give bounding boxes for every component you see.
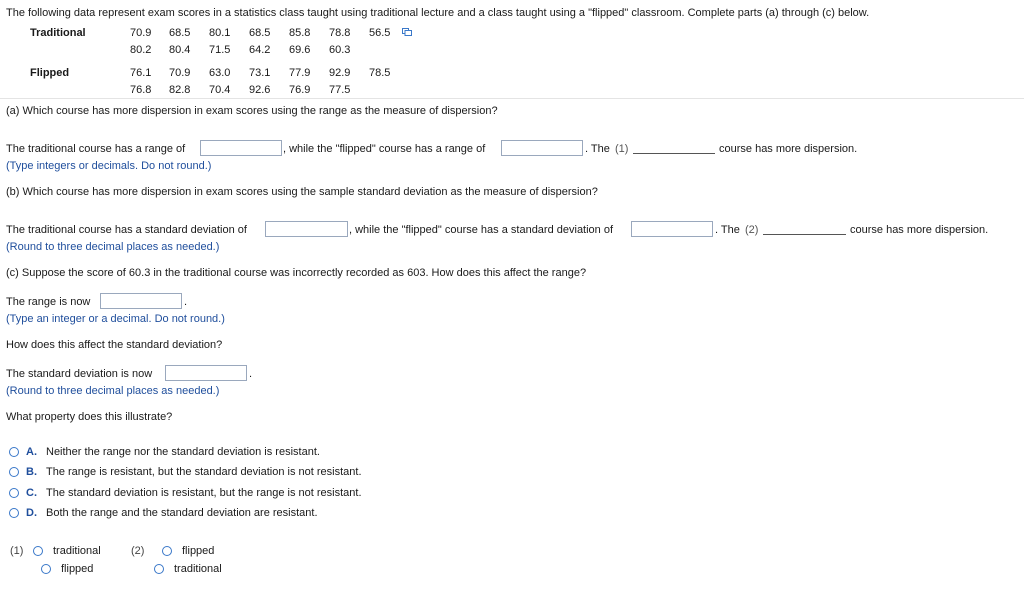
- part-a-question: (a) Which course has more dispersion in exam scores using the range as the measure of dispersion?: [6, 105, 498, 117]
- table-cell: 78.8: [329, 26, 351, 39]
- table-cell: 78.5: [369, 66, 391, 79]
- new-range-input[interactable]: [100, 293, 182, 309]
- table-cell: 77.5: [329, 83, 351, 96]
- property-question: What property does this illustrate?: [6, 411, 173, 423]
- d1-traditional-text[interactable]: traditional: [53, 545, 101, 557]
- dropdown-1-number: (1): [615, 143, 629, 155]
- problem-intro: The following data represent exam scores in a statistics class taught using traditional lecture and a class taught using a "flipped" classroom. Complete parts (a) through (c) below.: [6, 7, 870, 19]
- part-b-text-1: The traditional course has a standard deviation of: [6, 224, 247, 236]
- part-b-text-2: , while the "flipped" course has a standard deviation of: [349, 224, 614, 236]
- table-row: [30, 41, 403, 58]
- table-cell: 71.5: [209, 43, 231, 56]
- option-b-letter: B.: [26, 466, 37, 478]
- table-row: [30, 24, 403, 41]
- part-b-hint: (Round to three decimal places as needed.): [6, 241, 220, 253]
- d2-traditional-radio[interactable]: [154, 564, 164, 574]
- table-cell: 85.8: [289, 26, 311, 39]
- part-a-text-3: . The: [585, 143, 610, 155]
- table-cell: 68.5: [169, 26, 191, 39]
- table-cell: 76.9: [289, 83, 311, 96]
- range-flipped-input[interactable]: [501, 140, 583, 156]
- table-cell: 80.1: [209, 26, 231, 39]
- range-hint: (Type an integer or a decimal. Do not round.): [6, 313, 225, 325]
- dropdown-1-blank[interactable]: [633, 153, 715, 154]
- table-cell: 82.8: [169, 83, 191, 96]
- part-b-text-4: course has more dispersion.: [850, 224, 989, 236]
- d2-flipped-radio[interactable]: [162, 546, 172, 556]
- option-a-text[interactable]: Neither the range nor the standard deviation is resistant.: [46, 446, 320, 458]
- part-a-text-2: , while the "flipped" course has a range of: [283, 143, 486, 155]
- option-c-letter: C.: [26, 487, 37, 499]
- range-now-period: .: [184, 296, 188, 308]
- sd-now-label: The standard deviation is now: [6, 368, 153, 380]
- option-b-text[interactable]: The range is resistant, but the standard deviation is not resistant.: [46, 466, 362, 478]
- table-cell: 77.9: [289, 66, 311, 79]
- sd-effect-question: How does this affect the standard deviation?: [6, 339, 223, 351]
- option-d-radio[interactable]: [9, 508, 19, 518]
- range-now-label: The range is now: [6, 296, 91, 308]
- option-d-letter: D.: [26, 507, 37, 519]
- option-c-radio[interactable]: [9, 488, 19, 498]
- table-cell: 73.1: [249, 66, 271, 79]
- dropdown-2-blank[interactable]: [763, 234, 846, 235]
- d1-flipped-text[interactable]: flipped: [61, 563, 94, 575]
- part-a-text-1: The traditional course has a range of: [6, 143, 186, 155]
- d2-flipped-text[interactable]: flipped: [182, 545, 215, 557]
- table-cell: 76.8: [130, 83, 152, 96]
- table-cell: 68.5: [249, 26, 271, 39]
- range-traditional-input[interactable]: [200, 140, 282, 156]
- d1-traditional-radio[interactable]: [33, 546, 43, 556]
- table-cell: 63.0: [209, 66, 231, 79]
- dropdown-1-choices-label: (1): [10, 545, 24, 557]
- d2-traditional-text[interactable]: traditional: [174, 563, 222, 575]
- table-cell: 76.1: [130, 66, 152, 79]
- option-a-letter: A.: [26, 446, 37, 458]
- part-b-text-3: . The: [715, 224, 740, 236]
- table-cell: 60.3: [329, 43, 351, 56]
- table-cell: 92.6: [249, 83, 271, 96]
- part-c-question: (c) Suppose the score of 60.3 in the traditional course was incorrectly recorded as 603. How does this affect the range?: [6, 267, 587, 279]
- table-cell: 56.5: [369, 26, 391, 39]
- table-cell: 64.2: [249, 43, 271, 56]
- option-c-text[interactable]: The standard deviation is resistant, but the range is not resistant.: [46, 487, 362, 499]
- table-row: [30, 81, 403, 98]
- part-a-hint: (Type integers or decimals. Do not round.): [6, 160, 212, 172]
- table-cell: 70.9: [130, 26, 152, 39]
- sd-now-period: .: [249, 368, 253, 380]
- dropdown-2-choices-label: (2): [131, 545, 145, 557]
- d1-flipped-radio[interactable]: [41, 564, 51, 574]
- copy-data-icon[interactable]: [402, 28, 412, 36]
- sd-flipped-input[interactable]: [631, 221, 713, 237]
- table-cell: 80.4: [169, 43, 191, 56]
- flipped-label: Flipped: [30, 66, 70, 79]
- traditional-label: Traditional: [30, 26, 86, 39]
- option-d-text[interactable]: Both the range and the standard deviation are resistant.: [46, 507, 318, 519]
- table-cell: 70.4: [209, 83, 231, 96]
- table-cell: 92.9: [329, 66, 351, 79]
- sd-traditional-input[interactable]: [265, 221, 348, 237]
- data-table: [30, 24, 403, 98]
- dropdown-2-number: (2): [745, 224, 759, 236]
- option-a-radio[interactable]: [9, 447, 19, 457]
- new-sd-input[interactable]: [165, 365, 247, 381]
- part-a-text-4: course has more dispersion.: [719, 143, 858, 155]
- option-b-radio[interactable]: [9, 467, 19, 477]
- part-b-question: (b) Which course has more dispersion in exam scores using the sample standard deviation as the measure of dispersion?: [6, 186, 598, 198]
- table-cell: 80.2: [130, 43, 152, 56]
- table-cell: 70.9: [169, 66, 191, 79]
- table-cell: 69.6: [289, 43, 311, 56]
- divider: [0, 98, 1024, 99]
- table-row: [30, 64, 403, 81]
- sd-hint: (Round to three decimal places as needed.): [6, 385, 220, 397]
